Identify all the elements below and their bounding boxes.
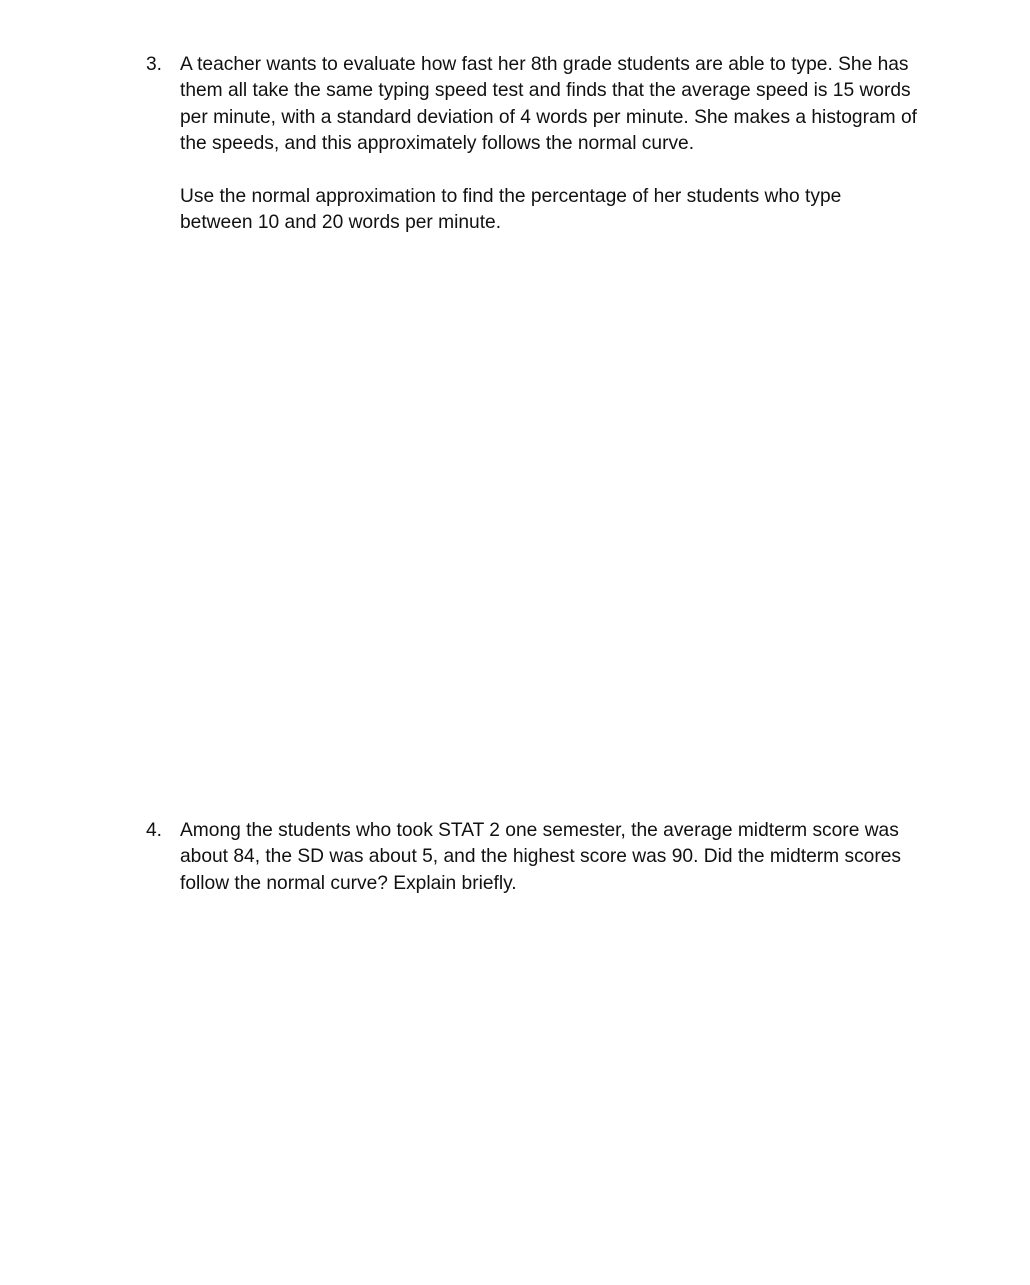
question-text-line: A teacher wants to evaluate how fast her 8th grade students are able to type. She has <box>180 54 909 75</box>
question-paragraph <box>180 184 966 237</box>
question-text-line: them all take the same typing speed test and finds that the average speed is 15 words <box>180 80 911 102</box>
question-paragraph <box>180 52 966 158</box>
question-number: 3. <box>146 54 163 75</box>
question-4 <box>146 818 966 897</box>
question-body <box>180 52 966 236</box>
question-body <box>180 818 966 897</box>
question-text-line: the speeds, and this approximately follows the normal curve. <box>180 133 695 155</box>
question-text-line: Among the students who took STAT 2 one semester, the average midterm score was <box>180 820 899 841</box>
question-number: 4. <box>146 820 163 841</box>
question-3 <box>146 52 966 236</box>
question-text-line: per minute, with a standard deviation of 4 words per minute. She makes a histogram of <box>180 106 917 128</box>
question-text-line: Use the normal approximation to find the percentage of her students who type <box>180 185 842 207</box>
question-text-line: about 84, the SD was about 5, and the highest score was 90. Did the midterm scores <box>180 846 901 868</box>
question-text-line: follow the normal curve? Explain briefly. <box>180 872 517 894</box>
question-text-line: between 10 and 20 words per minute. <box>180 212 502 234</box>
question-paragraph <box>180 818 966 897</box>
